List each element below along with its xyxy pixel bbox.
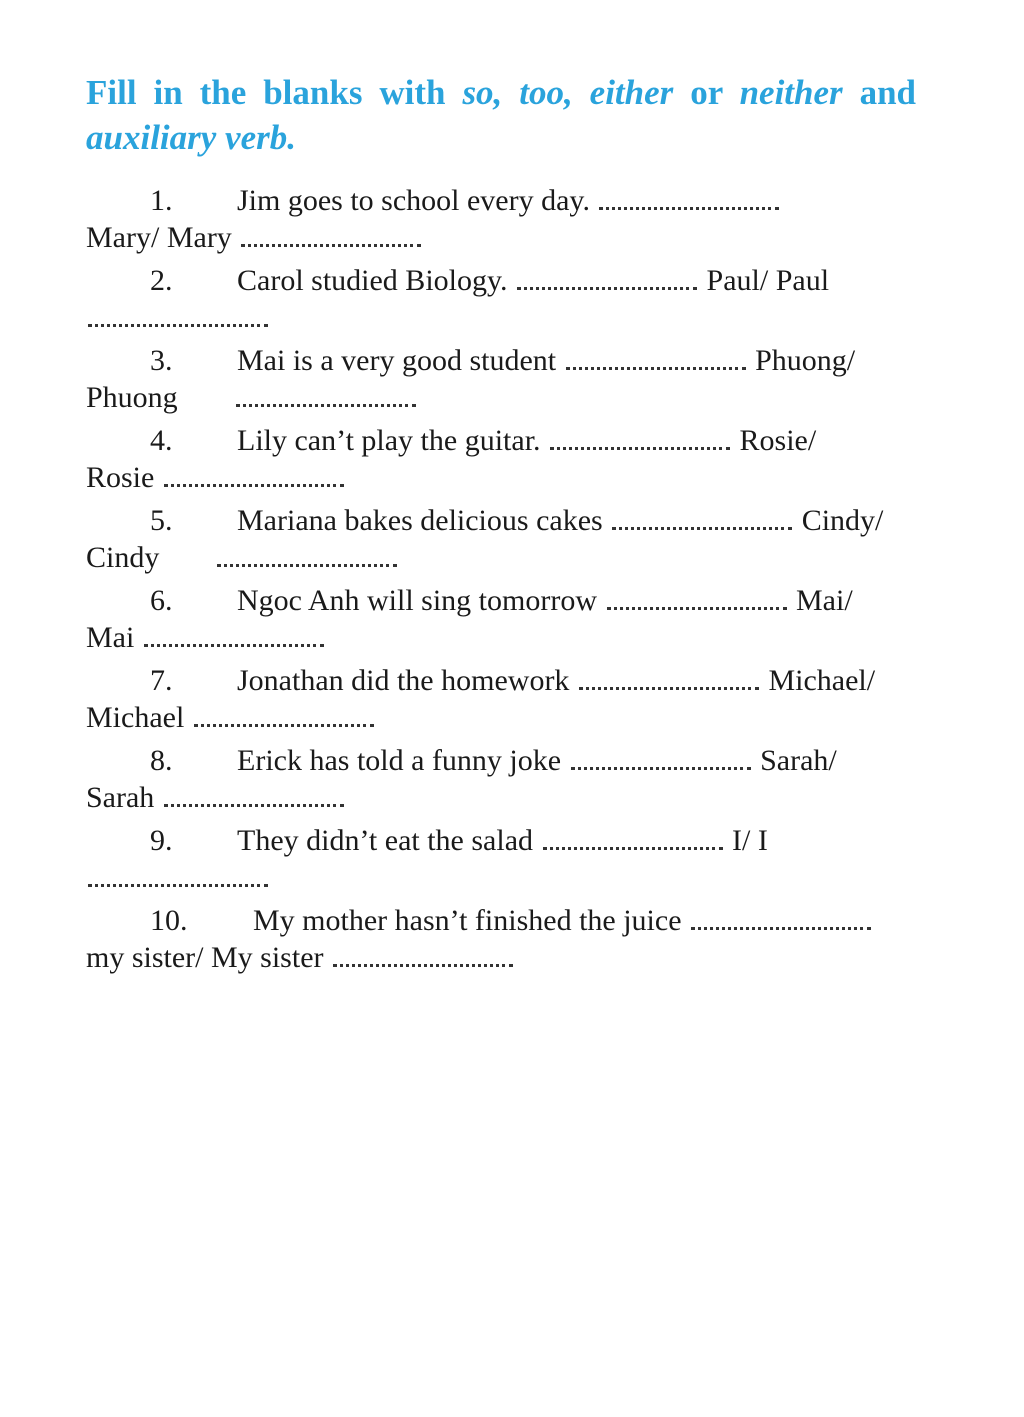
item-number: 9. bbox=[150, 824, 173, 857]
item-sentence: Erick has told a funny joke bbox=[237, 744, 562, 777]
answer-blank[interactable] bbox=[88, 860, 268, 887]
answer-blank[interactable] bbox=[612, 503, 792, 530]
item-sentence: Jim goes to school every day. bbox=[237, 184, 590, 217]
answer-blank[interactable] bbox=[217, 540, 397, 567]
item-name-a: Phuong/ bbox=[755, 344, 856, 377]
title-too: too, bbox=[519, 73, 573, 112]
answer-blank[interactable] bbox=[579, 663, 759, 690]
answer-blank[interactable] bbox=[517, 263, 697, 290]
answer-blank[interactable] bbox=[607, 583, 787, 610]
exercise-item-10 bbox=[86, 902, 916, 976]
item-name-b: Michael bbox=[86, 701, 185, 734]
exercise-item-9 bbox=[86, 822, 916, 896]
exercise-item-8 bbox=[86, 742, 916, 816]
answer-blank[interactable] bbox=[333, 940, 513, 967]
exercise-list bbox=[86, 182, 916, 976]
exercise-item-3 bbox=[86, 342, 916, 416]
exercise-item-6 bbox=[86, 582, 916, 656]
exercise-item-5 bbox=[86, 502, 916, 576]
answer-blank[interactable] bbox=[164, 780, 344, 807]
exercise-item-1 bbox=[86, 182, 916, 256]
exercise-item-7 bbox=[86, 662, 916, 736]
item-sentence: Carol studied Biology. bbox=[237, 264, 508, 297]
answer-blank[interactable] bbox=[543, 823, 723, 850]
item-number: 4. bbox=[150, 424, 173, 457]
answer-blank[interactable] bbox=[691, 903, 871, 930]
item-name-a: Mai/ bbox=[796, 584, 853, 617]
exercise-item-4 bbox=[86, 422, 916, 496]
title-auxiliary-verb: auxiliary verb. bbox=[86, 118, 296, 157]
item-sentence: My mother hasn’t finished the juice bbox=[253, 904, 682, 937]
exercise-title bbox=[86, 70, 916, 160]
item-name-b: Cindy bbox=[86, 541, 160, 574]
item-name-a: Paul/ bbox=[706, 264, 769, 297]
item-name-b: Phuong bbox=[86, 381, 178, 414]
worksheet bbox=[86, 70, 916, 982]
item-sentence: Lily can’t play the guitar. bbox=[237, 424, 541, 457]
item-name-a: Cindy/ bbox=[801, 504, 884, 537]
answer-blank[interactable] bbox=[566, 343, 746, 370]
title-neither: neither bbox=[739, 73, 843, 112]
item-number: 8. bbox=[150, 744, 173, 777]
item-number: 3. bbox=[150, 344, 173, 377]
item-sentence: They didn’t eat the salad bbox=[237, 824, 534, 857]
item-name-a: my sister/ bbox=[86, 941, 204, 974]
item-number: 5. bbox=[150, 504, 173, 537]
title-either: either bbox=[589, 73, 674, 112]
item-name-a: I/ bbox=[732, 824, 751, 857]
item-name-b: Sarah bbox=[86, 781, 155, 814]
item-name-b: I bbox=[757, 824, 768, 857]
item-name-a: Michael/ bbox=[768, 664, 876, 697]
answer-blank[interactable] bbox=[236, 380, 416, 407]
answer-blank[interactable] bbox=[88, 300, 268, 327]
item-name-a: Mary/ bbox=[86, 221, 160, 254]
answer-blank[interactable] bbox=[599, 183, 779, 210]
answer-blank[interactable] bbox=[550, 423, 730, 450]
item-number: 10. bbox=[150, 904, 188, 937]
item-name-b: Mary bbox=[166, 221, 232, 254]
item-name-b: Rosie bbox=[86, 461, 155, 494]
answer-blank[interactable] bbox=[571, 743, 751, 770]
item-number: 7. bbox=[150, 664, 173, 697]
item-name-b: Paul bbox=[775, 264, 830, 297]
answer-blank[interactable] bbox=[164, 460, 344, 487]
item-name-a: Rosie/ bbox=[739, 424, 817, 457]
title-or: or bbox=[690, 73, 723, 112]
item-number: 6. bbox=[150, 584, 173, 617]
title-text: Fill in the blanks with bbox=[86, 73, 463, 112]
item-name-b: My sister bbox=[211, 941, 324, 974]
item-number: 1. bbox=[150, 184, 173, 217]
answer-blank[interactable] bbox=[144, 620, 324, 647]
item-name-a: Sarah/ bbox=[760, 744, 837, 777]
answer-blank[interactable] bbox=[194, 700, 374, 727]
title-so: so, bbox=[462, 73, 503, 112]
exercise-item-2 bbox=[86, 262, 916, 336]
item-sentence: Ngoc Anh will sing tomorrow bbox=[237, 584, 597, 617]
item-name-b: Mai bbox=[86, 621, 135, 654]
item-number: 2. bbox=[150, 264, 173, 297]
item-sentence: Mariana bakes delicious cakes bbox=[237, 504, 603, 537]
item-sentence: Mai is a very good student bbox=[237, 344, 557, 377]
answer-blank[interactable] bbox=[241, 220, 421, 247]
item-sentence: Jonathan did the homework bbox=[237, 664, 570, 697]
title-and: and bbox=[859, 73, 917, 112]
